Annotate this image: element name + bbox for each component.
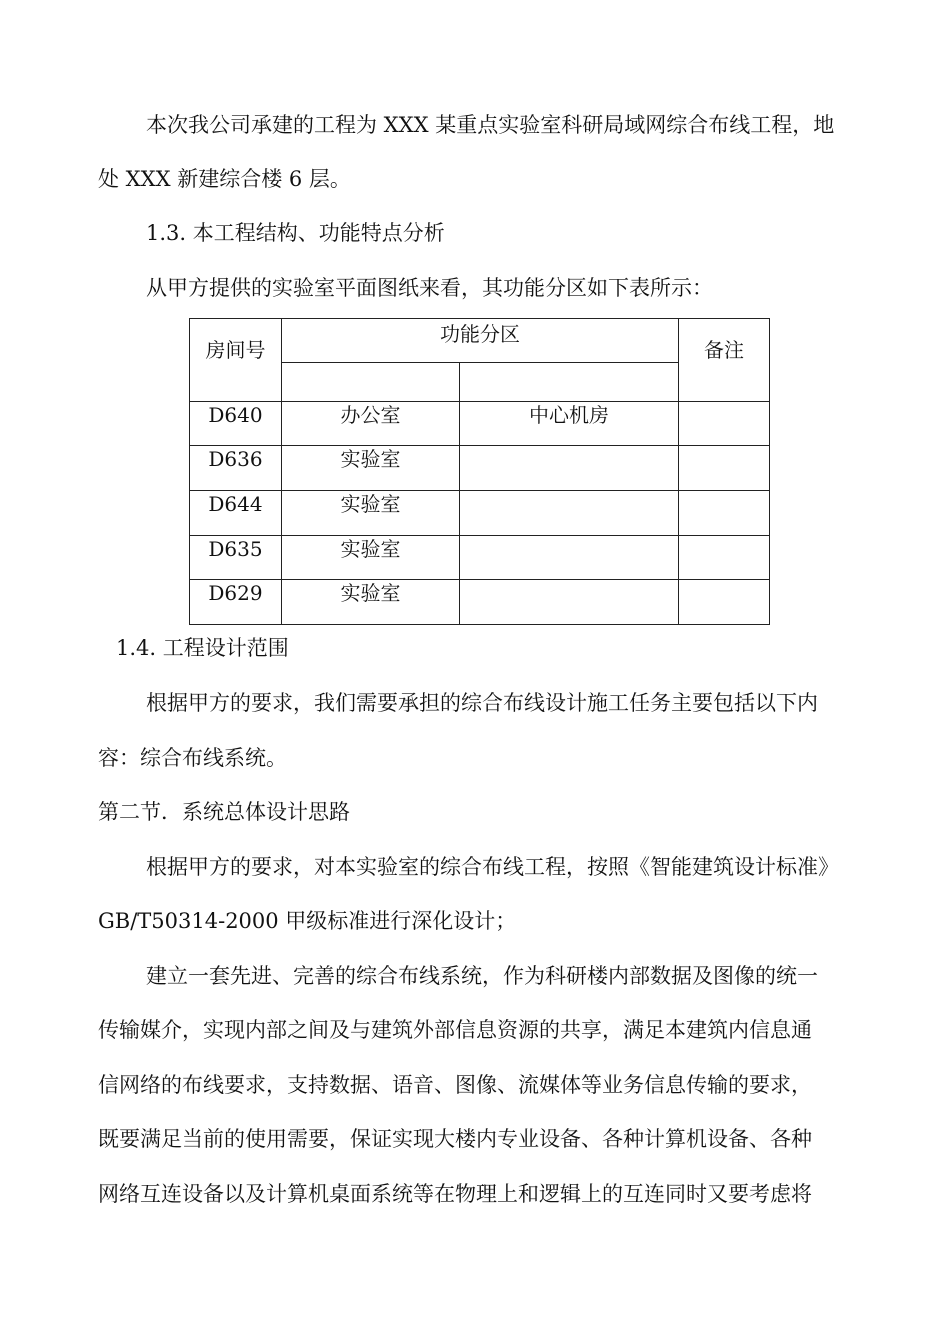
table-cell-room: D629	[190, 580, 282, 625]
table-cell-room: D640	[190, 402, 282, 446]
table-cell-zone-2	[460, 446, 679, 491]
paragraph-scope-line-2: 容：综合布线系统。	[98, 746, 287, 770]
heading-1-3: 1.3. 本工程结构、功能特点分析	[146, 221, 445, 245]
table-cell-note	[679, 402, 770, 446]
paragraph-standard-line-2: GB/T50314-2000 甲级标准进行深化设计；	[98, 909, 517, 933]
function-zone-table	[189, 318, 770, 625]
table-cell-zone-1: 实验室	[282, 580, 460, 625]
table-cell-zone-1: 实验室	[282, 536, 460, 580]
table-subheader-zone-2	[460, 363, 679, 402]
table-cell-note	[679, 536, 770, 580]
table-cell-note	[679, 491, 770, 536]
table-cell-zone-1: 办公室	[282, 402, 460, 446]
table-cell-room: D644	[190, 491, 282, 536]
paragraph-goals-line-4: 既要满足当前的使用需要，保证实现大楼内专业设备、各种计算机设备、各种	[98, 1127, 812, 1151]
table-cell-room: D636	[190, 446, 282, 491]
table-cell-zone-2	[460, 580, 679, 625]
table-row	[190, 446, 770, 491]
heading-section-2: 第二节．系统总体设计思路	[98, 800, 350, 824]
paragraph-goals-line-1: 建立一套先进、完善的综合布线系统，作为科研楼内部数据及图像的统一	[146, 964, 818, 988]
table-header-note: 备注	[679, 319, 770, 402]
paragraph-goals-line-5: 网络互连设备以及计算机桌面系统等在物理上和逻辑上的互连同时又要考虑将	[98, 1182, 812, 1206]
table-cell-zone-2	[460, 536, 679, 580]
table-cell-zone-1: 实验室	[282, 491, 460, 536]
table-cell-note	[679, 446, 770, 491]
paragraph-project-intro-line-1: 本次我公司承建的工程为 XXX 某重点实验室科研局域网综合布线工程，地	[146, 113, 835, 137]
table-row	[190, 402, 770, 446]
paragraph-standard-line-1: 根据甲方的要求，对本实验室的综合布线工程，按照《智能建筑设计标准》	[146, 855, 839, 879]
table-row	[190, 491, 770, 536]
table-cell-zone-2	[460, 491, 679, 536]
table-cell-room: D635	[190, 536, 282, 580]
table-row	[190, 536, 770, 580]
heading-1-4: 1.4. 工程设计范围	[116, 636, 289, 660]
paragraph-project-intro-line-2: 处 XXX 新建综合楼 6 层。	[98, 167, 351, 191]
table-subheader-zone-1	[282, 363, 460, 402]
table-cell-zone-2: 中心机房	[460, 402, 679, 446]
table-header-room: 房间号	[190, 319, 282, 402]
paragraph-scope-line-1: 根据甲方的要求，我们需要承担的综合布线设计施工任务主要包括以下内	[146, 691, 818, 715]
table-cell-zone-1: 实验室	[282, 446, 460, 491]
table-row	[190, 580, 770, 625]
paragraph-goals-line-3: 信网络的布线要求，支持数据、语音、图像、流媒体等业务信息传输的要求，	[98, 1073, 812, 1097]
paragraph-table-intro: 从甲方提供的实验室平面图纸来看，其功能分区如下表所示：	[146, 276, 713, 300]
table-header-zone: 功能分区	[282, 319, 679, 363]
paragraph-goals-line-2: 传输媒介，实现内部之间及与建筑外部信息资源的共享，满足本建筑内信息通	[98, 1018, 812, 1042]
table-cell-note	[679, 580, 770, 625]
